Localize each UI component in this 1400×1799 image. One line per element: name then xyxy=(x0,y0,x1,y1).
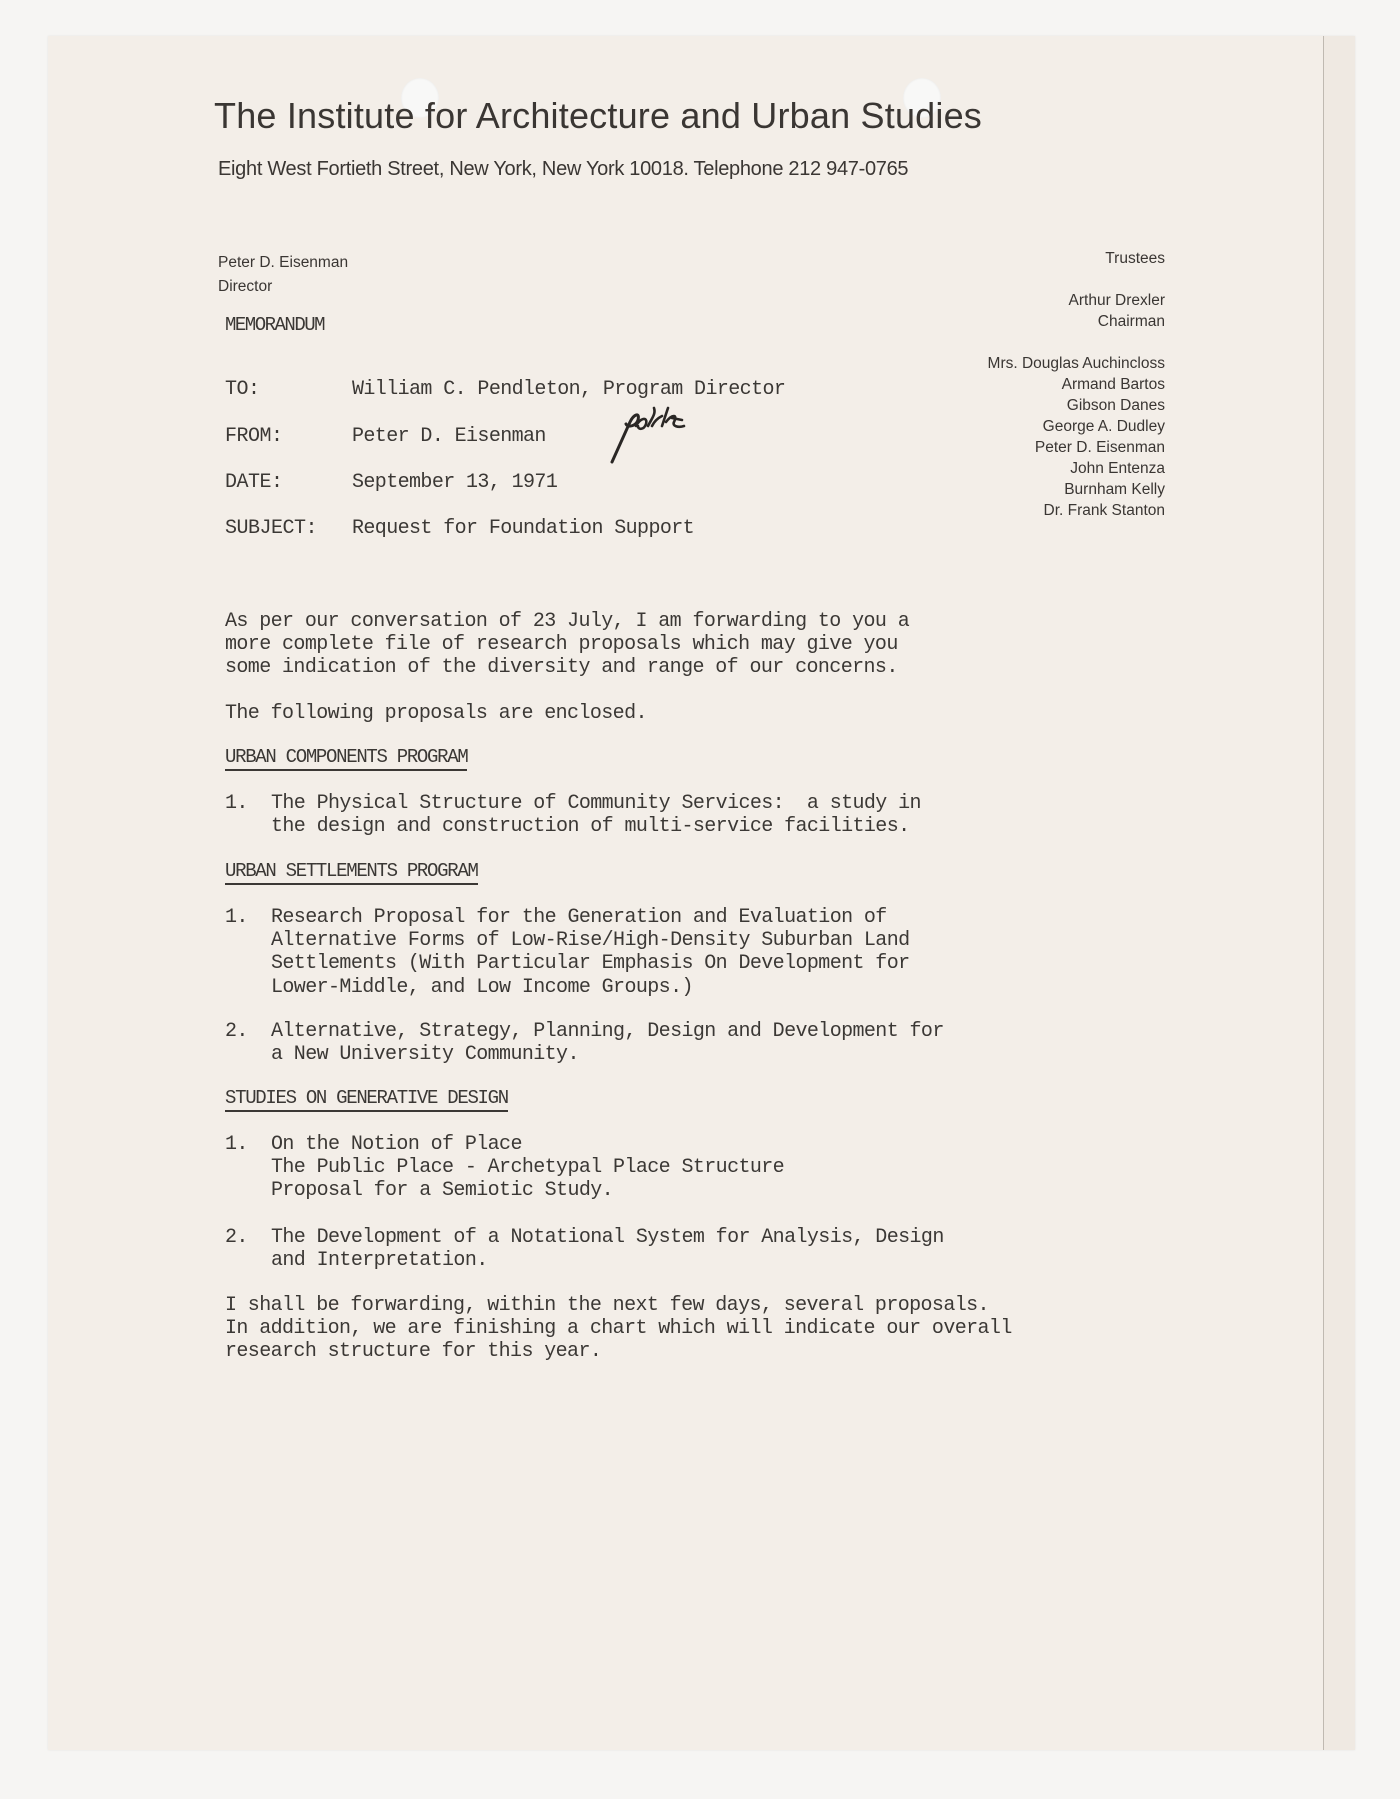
trustee-name: John Entenza xyxy=(1070,460,1165,477)
item-number: 1. xyxy=(225,1133,248,1156)
date-value: September 13, 1971 xyxy=(352,471,558,494)
date-label: DATE: xyxy=(225,471,283,494)
proposal-item xyxy=(225,1133,785,1203)
memo-from-row xyxy=(225,425,546,448)
item-text: The Development of a Notational System for Analysis, Design and Interpretation. xyxy=(271,1226,944,1273)
page-fold-line xyxy=(1323,36,1324,1750)
subject-label: SUBJECT: xyxy=(225,517,318,540)
item-number: 2. xyxy=(225,1226,248,1249)
trustee-name: Armand Bartos xyxy=(1061,376,1165,393)
from-label: FROM: xyxy=(225,425,283,448)
trustees-chairman xyxy=(1069,290,1165,332)
memo-type-label: MEMORANDUM xyxy=(225,314,325,336)
to-value: William C. Pendleton, Program Director xyxy=(352,378,786,401)
handwritten-initials-signature xyxy=(608,404,698,464)
item-text: The Physical Structure of Community Services: a study in the design and construction of multi-service facilities. xyxy=(271,792,921,839)
trustee-name: Burnham Kelly xyxy=(1064,481,1165,498)
trustee-name: George A. Dudley xyxy=(1042,418,1165,435)
memo-subject-row xyxy=(225,517,694,540)
proposal-item xyxy=(225,906,910,999)
trustee-name: Dr. Frank Stanton xyxy=(1043,502,1165,519)
item-text: Research Proposal for the Generation and Evaluation of Alternative Forms of Low-Rise/High-Density Suburban Land Settlements (With Particular Emphasis On Development for Lower-Middle, and Low Income Groups.) xyxy=(271,906,910,999)
memo-date-row xyxy=(225,471,557,494)
proposal-item xyxy=(225,1226,944,1296)
item-text: Alternative, Strategy, Planning, Design and Development for a New University Community. xyxy=(271,1020,944,1067)
item-number: 1. xyxy=(225,792,248,815)
section-heading-generative-design: STUDIES ON GENERATIVE DESIGN xyxy=(225,1087,508,1112)
trustee-name: Gibson Danes xyxy=(1066,397,1165,414)
section-heading-urban-components: URBAN COMPONENTS PROGRAM xyxy=(225,746,467,771)
page-edge-strip xyxy=(1324,36,1355,1750)
institution-title: The Institute for Architecture and Urban Studies xyxy=(214,95,983,136)
intro-paragraph: As per our conversation of 23 July, I am forwarding to you a more complete file of research proposals which may give you some indication of the diversity and range of our concerns. xyxy=(225,610,910,680)
proposal-item xyxy=(225,792,921,862)
subject-value: Request for Foundation Support xyxy=(352,517,695,540)
item-number: 2. xyxy=(225,1020,248,1043)
memo-to-row xyxy=(225,378,785,401)
closing-paragraph: I shall be forwarding, within the next few days, several proposals. In addition, we are finishing a chart which will indicate our overall research structure for this year. xyxy=(225,1294,1012,1364)
institution-address: Eight West Fortieth Street, New York, New York 10018. Telephone 212 947-0765 xyxy=(218,158,909,180)
trustees-list xyxy=(988,353,1165,521)
director-name: Peter D. Eisenman xyxy=(218,254,349,271)
chairman-name: Arthur Drexler xyxy=(1068,292,1165,309)
section-heading-urban-settlements: URBAN SETTLEMENTS PROGRAM xyxy=(225,860,478,885)
to-label: TO: xyxy=(225,378,260,401)
enclosed-line: The following proposals are enclosed. xyxy=(225,702,647,725)
item-text: On the Notion of Place The Public Place - Archetypal Place Structure Proposal for a Semiotic Study. xyxy=(271,1133,785,1203)
trustee-name: Peter D. Eisenman xyxy=(1034,439,1165,456)
trustee-name: Mrs. Douglas Auchincloss xyxy=(987,355,1165,372)
trustees-heading: Trustees xyxy=(1105,250,1165,267)
proposal-item xyxy=(225,1020,944,1090)
director-title: Director xyxy=(218,278,273,295)
chairman-title: Chairman xyxy=(1097,313,1165,330)
from-value: Peter D. Eisenman xyxy=(352,425,546,448)
item-number: 1. xyxy=(225,906,248,929)
